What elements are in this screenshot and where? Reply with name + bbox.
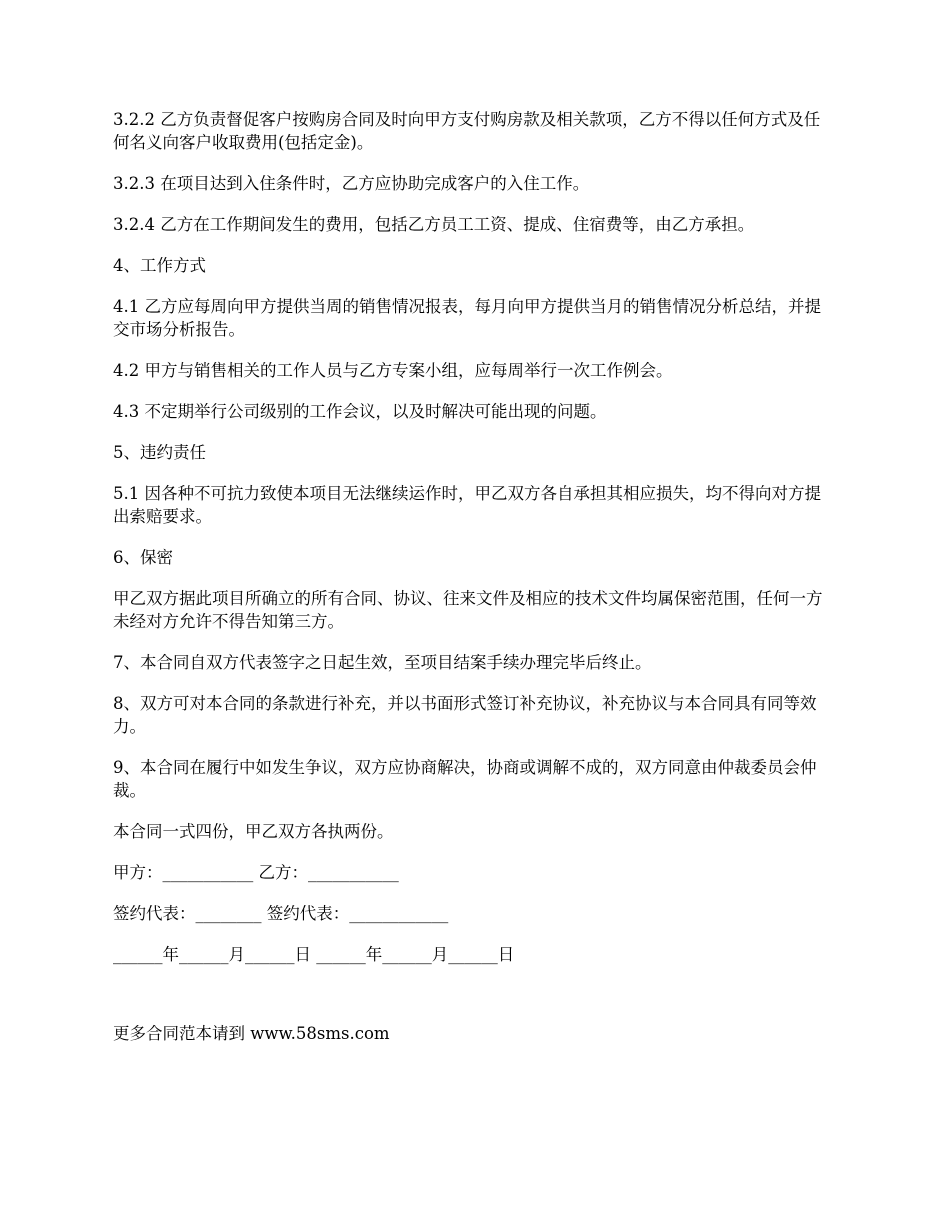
footer-note <box>113 1022 390 1045</box>
confidentiality-clause: 甲乙双方据此项目所确立的所有合同、协议、往来文件及相应的技术文件均属保密范围，任何一方未经对方允许不得告知第三方。 <box>113 589 823 631</box>
footer-prefix: 更多合同范本请到 <box>113 1024 251 1043</box>
contract-body <box>113 108 833 984</box>
clause-4-2: 4.2 甲方与销售相关的工作人员与乙方专案小组，应每周举行一次工作例会。 <box>113 361 673 380</box>
clause-7: 7、本合同自双方代表签字之日起生效，至项目结案手续办理完毕后终止。 <box>113 653 652 672</box>
footer-link[interactable]: www.58sms.com <box>250 1024 390 1043</box>
signature-parties: 甲方：___________ 乙方：___________ <box>113 863 399 882</box>
clause-4-3: 4.3 不定期举行公司级别的工作会议，以及时解决可能出现的问题。 <box>113 402 607 421</box>
section-6-heading: 6、保密 <box>113 548 173 567</box>
clause-3-2-2: 3.2.2 乙方负责督促客户按购房合同及时向甲方支付购房款及相关款项，乙方不得以任何方式及任何名义向客户收取费用(包括定金)。 <box>113 110 821 152</box>
copies-clause: 本合同一式四份，甲乙双方各执两份。 <box>113 822 394 841</box>
section-5-heading: 5、违约责任 <box>113 443 206 462</box>
signature-representatives: 签约代表：________ 签约代表：____________ <box>113 904 449 923</box>
section-4-heading: 4、工作方式 <box>113 256 206 275</box>
clause-9: 9、本合同在履行中如发生争议，双方应协商解决，协商或调解不成的，双方同意由仲裁委员会仲裁。 <box>113 758 817 800</box>
clause-5-1: 5.1 因各种不可抗力致使本项目无法继续运作时，甲乙双方各自承担其相应损失，均不得向对方提出索赔要求。 <box>113 484 821 526</box>
clause-8: 8、双方可对本合同的条款进行补充，并以书面形式签订补充协议，补充协议与本合同具有同等效力。 <box>113 694 817 736</box>
clause-3-2-4: 3.2.4 乙方在工作期间发生的费用，包括乙方员工工资、提成、住宿费等，由乙方承担。 <box>113 215 755 234</box>
signature-dates: ______年______月______日 ______年______月______日 <box>113 945 515 964</box>
clause-4-1: 4.1 乙方应每周向甲方提供当周的销售情况报表，每月向甲方提供当月的销售情况分析总结，并提交市场分析报告。 <box>113 297 821 339</box>
clause-3-2-3: 3.2.3 在项目达到入住条件时，乙方应协助完成客户的入住工作。 <box>113 174 590 193</box>
